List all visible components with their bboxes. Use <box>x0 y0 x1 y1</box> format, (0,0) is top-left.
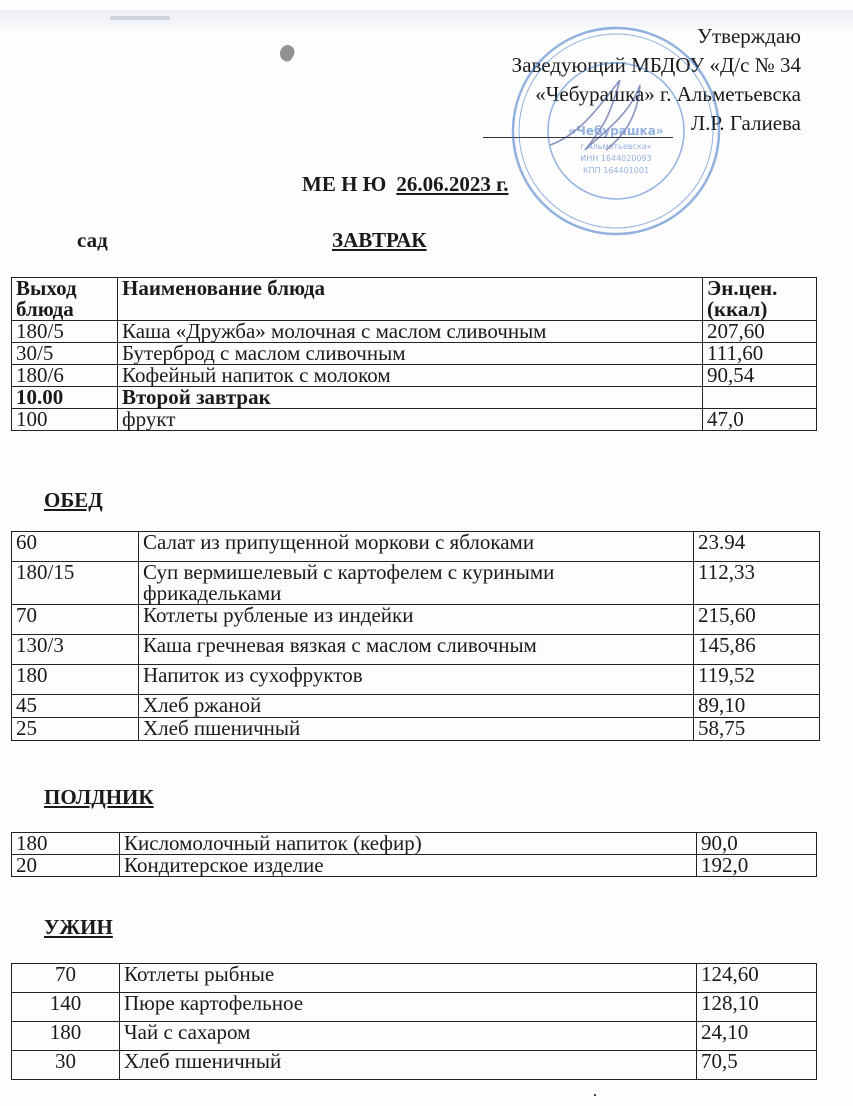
cell-energy: 23.94 <box>694 532 820 562</box>
table-row <box>12 1022 817 1051</box>
stamp-kpp: КПП 164401001 <box>582 166 650 175</box>
stamp-center-name: «Чебурашка» <box>568 124 664 138</box>
menu-title <box>302 172 508 197</box>
approval-signatory: Л.Р. Галиева <box>690 111 801 135</box>
cell-portion: 45 <box>12 695 139 718</box>
section-title-dinner: УЖИН <box>44 915 113 939</box>
cell-dish-name: Суп вермишелевый с картофелем с куриными фрикадельками <box>139 562 694 605</box>
snack-table <box>11 832 817 877</box>
cell-dish-name: Кондитерское изделие <box>120 855 697 877</box>
approval-block <box>512 22 801 138</box>
cell-dish-name: Бутерброд с маслом сливочным <box>118 343 703 365</box>
cell-dish-name: Котлеты рубленые из индейки <box>139 605 694 635</box>
breakfast-table <box>11 277 817 431</box>
scan-dot <box>594 1094 596 1096</box>
menu-date: 26.06.2023 г. <box>396 172 509 196</box>
section-title-lunch: ОБЕД <box>44 488 103 512</box>
cell-energy: 128,10 <box>697 993 817 1022</box>
cell-dish-name: Хлеб пшеничный <box>120 1051 697 1080</box>
table-row <box>12 387 817 409</box>
approval-position: Заведующий МБДОУ «Д/с № 34 <box>511 53 801 77</box>
stamp-city: г.Альметьевска» <box>580 142 652 151</box>
section-title-snack: ПОЛДНИК <box>44 785 154 809</box>
cell-portion: 130/3 <box>12 635 139 665</box>
table-row <box>12 993 817 1022</box>
table-row <box>12 365 817 387</box>
cell-energy: 24,10 <box>697 1022 817 1051</box>
cell-energy: 192,0 <box>697 855 817 877</box>
table-row <box>12 718 820 741</box>
table-row <box>12 562 820 605</box>
cell-portion: 140 <box>12 993 120 1022</box>
cell-energy: 145,86 <box>694 635 820 665</box>
cell-energy: 47,0 <box>703 409 817 431</box>
cell-portion: 180 <box>12 1022 120 1051</box>
cell-portion: 70 <box>12 605 139 635</box>
cell-dish-name: фрукт <box>118 409 703 431</box>
cell-portion: 70 <box>12 964 120 993</box>
cell-portion: 180 <box>12 665 139 695</box>
cell-dish-name: Котлеты рыбные <box>120 964 697 993</box>
cell-portion: 25 <box>12 718 139 741</box>
cell-dish-name: Второй завтрак <box>118 387 703 409</box>
table-row <box>12 695 820 718</box>
cell-energy: 89,10 <box>694 695 820 718</box>
table-row <box>12 855 817 877</box>
dinner-table <box>11 963 817 1080</box>
cell-energy: 90,0 <box>697 833 817 855</box>
table-header-row <box>12 278 817 321</box>
table-row <box>12 532 820 562</box>
cell-portion: 100 <box>12 409 118 431</box>
section-title-breakfast: ЗАВТРАК <box>332 228 427 252</box>
approval-heading: Утверждаю <box>697 24 801 48</box>
table-row <box>12 635 820 665</box>
cell-portion: 10.00 <box>12 387 118 409</box>
dinner-rows <box>12 964 817 1080</box>
lunch-rows <box>12 532 820 741</box>
approval-organization: «Чебурашка» г. Альметьевска <box>535 82 801 106</box>
cell-dish-name: Пюре картофельное <box>120 993 697 1022</box>
scan-blot <box>277 43 297 64</box>
cell-portion: 60 <box>12 532 139 562</box>
cell-dish-name: Каша «Дружба» молочная с маслом сливочным <box>118 321 703 343</box>
snack-rows <box>12 833 817 877</box>
cell-energy: 215,60 <box>694 605 820 635</box>
scan-smudge <box>110 16 170 20</box>
cell-portion: 180 <box>12 833 120 855</box>
cell-dish-name: Салат из припущенной моркови с яблоками <box>139 532 694 562</box>
cell-portion: 180/5 <box>12 321 118 343</box>
table-row <box>12 964 817 993</box>
cell-portion: 180/6 <box>12 365 118 387</box>
cell-dish-name: Напиток из сухофруктов <box>139 665 694 695</box>
table-row <box>12 833 817 855</box>
table-row <box>12 665 820 695</box>
cell-portion: 180/15 <box>12 562 139 605</box>
table-row <box>12 1051 817 1080</box>
header-energy: Эн.цен. (ккал) <box>703 278 817 321</box>
cell-energy: 119,52 <box>694 665 820 695</box>
table-row <box>12 343 817 365</box>
cell-energy: 207,60 <box>703 321 817 343</box>
cell-dish-name: Кисломолочный напиток (кефир) <box>120 833 697 855</box>
header-portion: Выход блюда <box>12 278 118 321</box>
cell-dish-name: Хлеб ржаной <box>139 695 694 718</box>
cell-energy: 90,54 <box>703 365 817 387</box>
cell-dish-name: Чай с сахаром <box>120 1022 697 1051</box>
institution-type: сад <box>77 228 108 252</box>
cell-dish-name: Кофейный напиток с молоком <box>118 365 703 387</box>
cell-energy: 58,75 <box>694 718 820 741</box>
cell-energy: 112,33 <box>694 562 820 605</box>
header-dish-name: Наименование блюда <box>118 278 703 321</box>
cell-energy: 111,60 <box>703 343 817 365</box>
cell-energy: 70,5 <box>697 1051 817 1080</box>
signature-line <box>483 137 673 138</box>
cell-portion: 30 <box>12 1051 120 1080</box>
cell-portion: 30/5 <box>12 343 118 365</box>
table-row <box>12 409 817 431</box>
lunch-table <box>11 531 820 741</box>
cell-energy: 124,60 <box>697 964 817 993</box>
cell-dish-name: Хлеб пшеничный <box>139 718 694 741</box>
stamp-inn: ИНН 1644020093 <box>580 154 652 163</box>
cell-dish-name: Каша гречневая вязкая с маслом сливочным <box>139 635 694 665</box>
table-row <box>12 605 820 635</box>
menu-title-label: МЕ Н Ю <box>302 172 387 196</box>
breakfast-rows <box>12 321 817 431</box>
cell-energy <box>703 387 817 409</box>
cell-portion: 20 <box>12 855 120 877</box>
table-row <box>12 321 817 343</box>
